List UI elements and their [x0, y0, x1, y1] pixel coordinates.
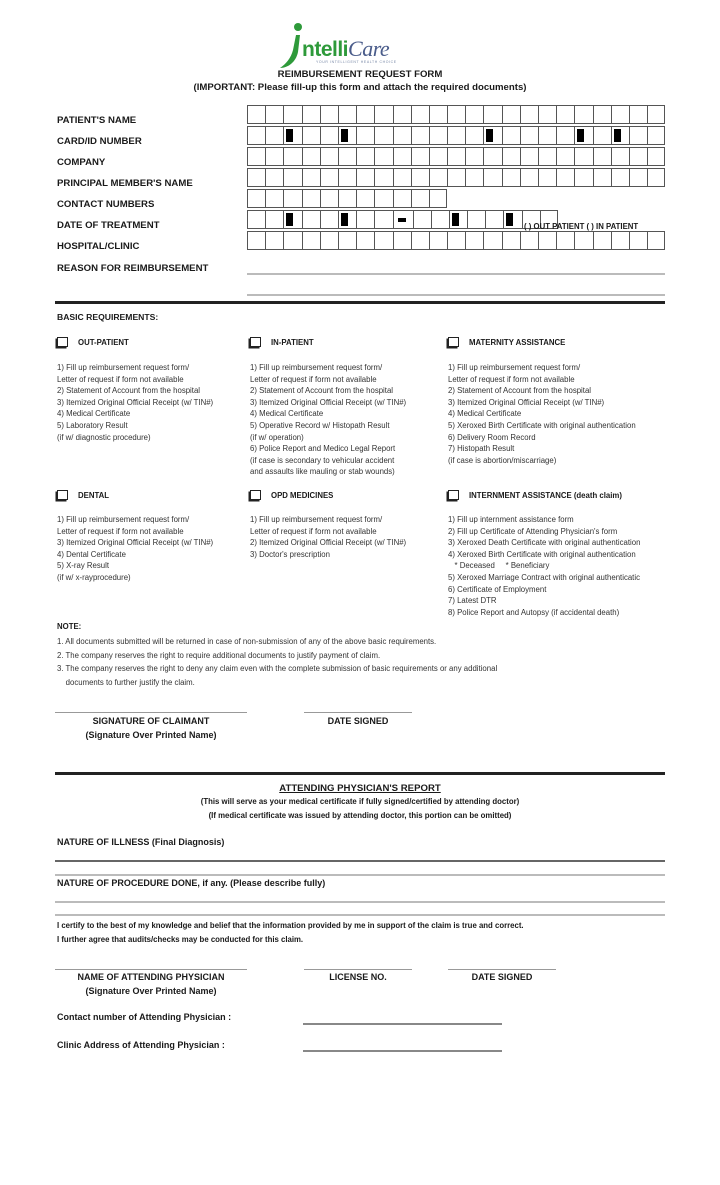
- checkbox-icon[interactable]: [448, 337, 459, 347]
- checkbox-icon[interactable]: [250, 337, 261, 347]
- card-id-boxes[interactable]: [247, 126, 665, 145]
- nature-of-illness-label: NATURE OF ILLNESS (Final Diagnosis): [57, 837, 225, 847]
- physician-report-title: ATTENDING PHYSICIAN'S REPORT: [279, 783, 441, 794]
- license-line[interactable]: [304, 969, 412, 970]
- illness-line-1[interactable]: [55, 860, 665, 862]
- card-id-label: CARD/ID NUMBER: [57, 136, 142, 147]
- checkbox-icon[interactable]: [250, 490, 261, 500]
- certification-text: I certify to the best of my knowledge and belief that the information provided by me in support of the claim is true and correct. I further agree that audits/checks may be conducted for this claim.: [57, 921, 524, 944]
- checkbox-icon[interactable]: [57, 337, 68, 347]
- claimant-signature-line[interactable]: [55, 712, 247, 713]
- reason-label: REASON FOR REIMBURSEMENT: [57, 263, 209, 274]
- physician-date-line[interactable]: [448, 969, 556, 970]
- in-patient-requirements: 1) Fill up reimbursement request form/ Letter of request if form not available 2) Statement of Account from the hospital 3) Itemized Original Official Receipt (w/ TIN#) 4) Medical Certificate 5) Operative Record w/ Histopath Result (if w/ operation) 6) Police Report and Medico Legal Report (if case is secondary to vehicular accident and assaults like mauling or stab wounds): [250, 363, 407, 477]
- category-opd-medicines[interactable]: OPD MEDICINES: [250, 490, 333, 500]
- basic-requirements-title: BASIC REQUIREMENTS:: [57, 312, 159, 322]
- physician-contact-label: Contact number of Attending Physician :: [57, 1012, 232, 1022]
- clinic-address-line[interactable]: [303, 1050, 502, 1052]
- category-maternity-assistance[interactable]: MATERNITY ASSISTANCE: [448, 337, 565, 347]
- clinic-address-label: Clinic Address of Attending Physician :: [57, 1040, 225, 1050]
- physician-name-line[interactable]: [55, 969, 247, 970]
- section-divider: [55, 301, 665, 304]
- patient-type-options[interactable]: ( ) OUT PATIENT ( ) IN PATIENT: [524, 222, 639, 231]
- physician-contact-line[interactable]: [303, 1023, 502, 1025]
- procedure-line-1[interactable]: [55, 901, 665, 903]
- out-patient-requirements: 1) Fill up reimbursement request form/ Letter of request if form not available 2) Statement of Account from the hospital 3) Itemized Original Official Receipt (w/ TIN#) 4) Medical Certificate 5) Laboratory Result (if w/ diagnostic procedure): [57, 363, 214, 442]
- checkbox-icon[interactable]: [448, 490, 459, 500]
- internment-requirements: 1) Fill up internment assistance form 2) Fill up Certificate of Attending Physician's form 3) Xeroxed Death Certificate with original authentication 4) Xeroxed Birth Certificate with original authentication * Deceased * Beneficiary 5) Xeroxed Marriage Contract with original authenticatic 6) Certificate of Employment 7) Latest DTR 8) Police Report and Autopsy (if accidental death): [448, 515, 641, 617]
- company-label: COMPANY: [57, 157, 106, 168]
- form-subtitle: (IMPORTANT: Please fill-up this form and attach the required documents): [193, 82, 527, 93]
- category-internment-assistance[interactable]: INTERNMENT ASSISTANCE (death claim): [448, 490, 622, 500]
- physician-report-sub2: (If medical certificate was issued by attending doctor, this portion can be omitted): [208, 811, 512, 820]
- claimant-signature-label: SIGNATURE OF CLAIMANT: [92, 716, 210, 726]
- physician-name-label: NAME OF ATTENDING PHYSICIAN: [77, 972, 225, 982]
- checkbox-icon[interactable]: [57, 490, 68, 500]
- claimant-date-line[interactable]: [304, 712, 412, 713]
- category-in-patient[interactable]: IN-PATIENT: [250, 337, 314, 347]
- form-title: REIMBURSEMENT REQUEST FORM: [277, 69, 443, 80]
- patient-name-label: PATIENT'S NAME: [57, 115, 137, 126]
- physician-report-sub1: (This will serve as your medical certificate if fully signed/certified by attending doctor): [200, 797, 520, 806]
- procedure-line-2[interactable]: [55, 914, 665, 916]
- contact-numbers-label: CONTACT NUMBERS: [57, 199, 155, 210]
- principal-member-boxes[interactable]: [247, 168, 665, 187]
- opd-medicines-requirements: 1) Fill up reimbursement request form/ Letter of request if form not available 2) Itemized Original Official Receipt (w/ TIN#) 3) Doctor's prescription: [250, 515, 407, 559]
- intellicare-logo: [276, 22, 406, 70]
- logo-wordmark: ntelliCare: [302, 36, 390, 61]
- claimant-date-label: DATE SIGNED: [327, 716, 389, 726]
- maternity-requirements: 1) Fill up reimbursement request form/ Letter of request if form not available 2) Statement of Account from the hospital 3) Itemized Original Official Receipt (w/ TIN#) 4) Medical Certificate 5) Xeroxed Birth Certificate with original authentication 6) Delivery Room Record 7) Histopath Result (if case is abortion/miscarriage): [448, 363, 636, 465]
- category-dental[interactable]: DENTAL: [57, 490, 109, 500]
- physician-date-label: DATE SIGNED: [471, 972, 533, 982]
- logo-tagline: YOUR INTELLIGENT HEALTH CHOICE: [316, 60, 397, 64]
- note-list: 1. All documents submitted will be returned in case of non-submission of any of the above basic requirements. 2. The company reserves the right to require additional documents to justify payment of claim. 3. The company reserves the right to deny any claim even with the complete submission of basic requirements or any additional documents to further justify the claim.: [57, 637, 498, 687]
- reason-line-1[interactable]: [247, 273, 665, 275]
- license-label: LICENSE NO.: [329, 972, 387, 982]
- principal-member-label: PRINCIPAL MEMBER'S NAME: [57, 178, 193, 189]
- dental-requirements: 1) Fill up reimbursement request form/ Letter of request if form not available 3) Itemized Original Official Receipt (w/ TIN#) 4) Dental Certificate 5) X-ray Result (if w/ x-rayprocedure): [57, 515, 214, 582]
- category-out-patient[interactable]: OUT-PATIENT: [57, 337, 129, 347]
- hospital-clinic-label: HOSPITAL/CLINIC: [57, 241, 140, 252]
- patient-name-boxes[interactable]: [247, 105, 665, 124]
- note-title: NOTE:: [57, 622, 82, 631]
- nature-of-procedure-label: NATURE OF PROCEDURE DONE, if any. (Please describe fully): [57, 878, 326, 888]
- hospital-clinic-boxes[interactable]: [247, 231, 665, 250]
- company-boxes[interactable]: [247, 147, 665, 166]
- contact-numbers-boxes[interactable]: [247, 189, 447, 208]
- date-of-treatment-label: DATE OF TREATMENT: [57, 220, 160, 231]
- physician-name-sublabel: (Signature Over Printed Name): [85, 986, 217, 996]
- date-of-treatment-boxes[interactable]: [247, 210, 558, 229]
- physician-section-divider: [55, 772, 665, 775]
- illness-line-2[interactable]: [55, 874, 665, 876]
- reason-line-2[interactable]: [247, 294, 665, 296]
- claimant-signature-sublabel: (Signature Over Printed Name): [85, 730, 217, 740]
